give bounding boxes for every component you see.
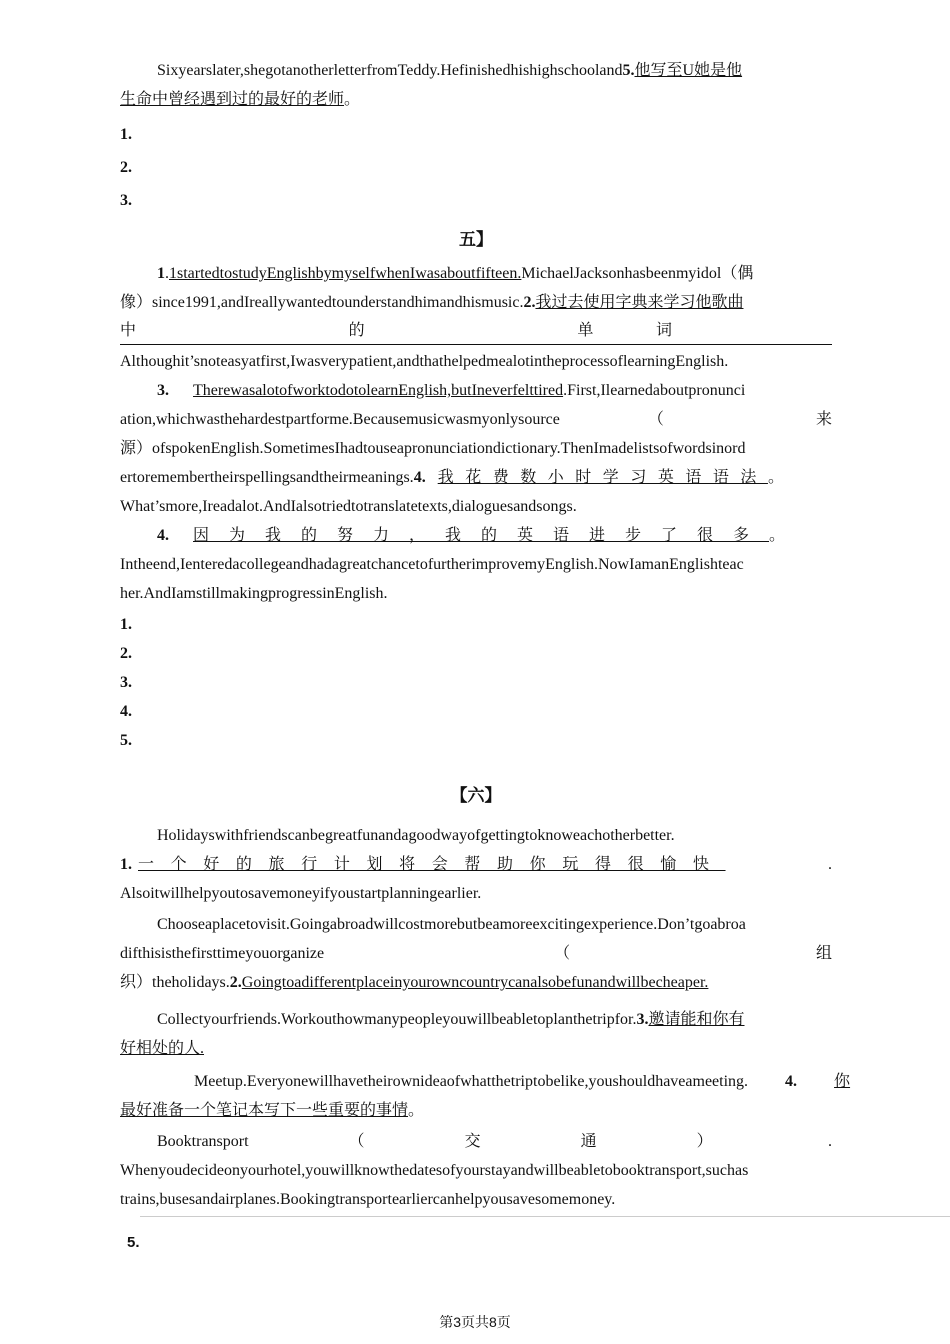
text: Whenyoudecideonyourhotel,youwillknowthedatesofyourstayandwillbeabletobooktransport,suchas xyxy=(120,1162,749,1179)
text: 交 xyxy=(464,1133,481,1150)
text: 源）ofspokenEnglish.SometimesIhadtouseapronunciationdictionary.ThenImadelistsofwordsinord xyxy=(120,440,746,457)
sec6-p6-line3 xyxy=(120,1185,832,1214)
sec5-p2-line5 xyxy=(120,492,832,521)
text: Intheend,IenteredacollegeandhadagreatchancetofurtherimprovemyEnglish.NowIamanEnglishteac xyxy=(120,556,744,573)
translate-target: 好相处的人. xyxy=(120,1040,205,1057)
sec5-p1-line4 xyxy=(120,347,832,376)
question-number: 4. xyxy=(413,469,426,486)
sec6-p4-line2 xyxy=(120,1034,832,1063)
sec6-p1 xyxy=(120,821,832,850)
sec5-p1-line2 xyxy=(120,288,832,317)
translate-target: TherewasalotofworktodotolearnEnglish,butIneverfelttired xyxy=(193,382,564,399)
text: Holidayswithfriendscanbegreatfunandagoodwayofgettingtoknoweachotherbetter. xyxy=(157,827,675,844)
document-body xyxy=(120,56,851,1214)
section-title: 五】 xyxy=(459,230,493,249)
punct: （ xyxy=(647,411,664,428)
punct: 。 xyxy=(769,527,786,544)
answer-line: 2. xyxy=(120,645,132,662)
answer-line: 1. xyxy=(120,616,132,633)
text: ertoremembertheirspellingsandtheirmeanings. xyxy=(120,469,414,486)
answer-line: 5. xyxy=(120,732,132,749)
answer-line: 5. xyxy=(127,1234,140,1251)
sec5-p2-line4 xyxy=(120,463,832,492)
text: 通 xyxy=(580,1133,597,1150)
text: her.AndIamstillmakingprogressinEnglish. xyxy=(120,585,388,602)
sec6-p5-line2 xyxy=(120,1096,832,1125)
translate-target: 邀请能和你有 xyxy=(648,1011,745,1028)
translate-target: 1startedtostudyEnglishbymyselfwhenIwasabout xyxy=(169,265,476,282)
translate-target: 生命中曾经遇到过的最好的老师 xyxy=(120,91,345,108)
sec6-p5-line1 xyxy=(120,1067,851,1096)
translate-target: 他写至U她是他 xyxy=(634,62,743,79)
text: ation,whichwasthehardestpartforme.Becausemusicwasmyonlysource xyxy=(120,411,560,428)
sec4-line2 xyxy=(120,85,832,114)
spread-char: 的 xyxy=(348,322,365,339)
spread-char: 中 xyxy=(120,322,137,339)
translate-target: 我过去使用字典来学习他歌曲 xyxy=(535,294,744,311)
sec6-p2-line1 xyxy=(120,850,832,879)
translate-target: fifteen. xyxy=(475,265,522,282)
answer-line: 4. xyxy=(120,703,132,720)
sec6-p3-line3 xyxy=(120,968,832,997)
sec5-p1-line3 xyxy=(120,317,832,345)
spread-char: 单 xyxy=(577,322,594,339)
text: Collectyourfriends.Workouthowmanypeopleyouwillbeabletoplanthetripfor. xyxy=(157,1011,637,1028)
question-number: 3. xyxy=(157,382,169,399)
sec6-p3-line2 xyxy=(120,939,832,968)
question-number: 2. xyxy=(523,294,536,311)
sec6-p2-line2 xyxy=(120,879,832,908)
text: What’smore,Ireadalot.AndIalsotriedtotranslatetexts,dialoguesandsongs. xyxy=(120,498,577,515)
text: 组 xyxy=(815,945,832,962)
punct: （ xyxy=(554,945,571,962)
punct: （ xyxy=(348,1133,365,1150)
question-number: 1 xyxy=(157,265,165,282)
sec5-p2-line3 xyxy=(120,434,832,463)
section-title: 【六】 xyxy=(450,786,502,805)
text: Althoughit’snoteasyatfirst,Iwasverypatient,andthathelpedmealotintheprocessoflearningEnglish. xyxy=(120,353,729,370)
punct: 。 xyxy=(344,91,361,108)
sec5-p3-line1 xyxy=(120,521,832,550)
sec5-p3-line2 xyxy=(120,550,832,579)
text: trains,busesandairplanes.Bookingtransportearliercanhelpyousavesomemoney. xyxy=(120,1191,616,1208)
sec6-p4-line1 xyxy=(120,1005,832,1034)
text: difthisisthefirsttimeyouorganize xyxy=(120,945,325,962)
punct: 。 xyxy=(408,1102,425,1119)
sec5-p2-line1 xyxy=(120,376,832,405)
answer-line: 3. xyxy=(120,674,132,691)
divider xyxy=(140,1216,950,1217)
text: 像）since1991,andIreallywantedtounderstandhimandhismusic. xyxy=(120,294,524,311)
punct: ） xyxy=(696,1133,713,1150)
spread-char: 词 xyxy=(655,322,672,339)
answer-line: 3. xyxy=(120,192,132,209)
text: Meetup.Everyonewillhavetheirownideaofwhatthetriptobelike,youshouldhaveameeting. xyxy=(194,1073,749,1090)
question-number: 5. xyxy=(622,62,635,79)
answer-line: 1. xyxy=(120,126,132,143)
sec5-p1-line1 xyxy=(120,259,832,288)
question-number: 3. xyxy=(636,1011,649,1028)
translate-target: Goingtoadifferentplaceinyourowncountrycanalsobefunandwillbecheaper. xyxy=(241,974,709,991)
translate-target: 最好准备一个笔记本写下一些重要的事情 xyxy=(120,1102,409,1119)
sec6-p6-line1 xyxy=(120,1127,832,1156)
question-number: 1. xyxy=(120,856,132,873)
text: Sixyearslater,shegotanotherletterfromTeddy.Hefinishedhishighschooland xyxy=(157,62,623,79)
punct: . xyxy=(828,856,832,873)
text: .First,Ilearnedaboutpronunci xyxy=(563,382,746,399)
text: 来 xyxy=(815,411,832,428)
translate-target: 我花费数小时学习英语语法 xyxy=(437,469,768,486)
text: MichaelJacksonhasbeenmyidol（偶 xyxy=(521,265,754,282)
translate-target: 一个好的旅行计划将会帮助你玩得很愉快 xyxy=(138,856,726,873)
punct: 。 xyxy=(767,469,784,486)
text: Booktransport xyxy=(157,1133,249,1150)
answer-line: 2. xyxy=(120,159,132,176)
text: Chooseaplacetovisit.Goingabroadwillcostmorebutbeamoreexcitingexperience.Don’tgoabroa xyxy=(157,916,746,933)
translate-target: 你 xyxy=(834,1073,851,1090)
sec6-p6-line2 xyxy=(120,1156,832,1185)
page-number: 第3页共8页 xyxy=(439,1314,511,1330)
text: Alsoitwillhelpyoutosavemoneyifyoustartplanningearlier. xyxy=(120,885,482,902)
sec4-line1 xyxy=(120,56,832,85)
question-number: 4. xyxy=(157,527,169,544)
text: 织）theholidays. xyxy=(120,974,230,991)
translate-target: 因为我的努力，我的英语进步了很多 xyxy=(193,527,770,544)
sec5-p3-line3 xyxy=(120,579,832,608)
question-number: 4. xyxy=(785,1073,798,1090)
sec5-p2-line2 xyxy=(120,405,832,434)
punct: . xyxy=(828,1133,832,1150)
question-number: 2. xyxy=(229,974,242,991)
sec6-p3-line1 xyxy=(120,910,832,939)
punct: . xyxy=(165,265,169,282)
